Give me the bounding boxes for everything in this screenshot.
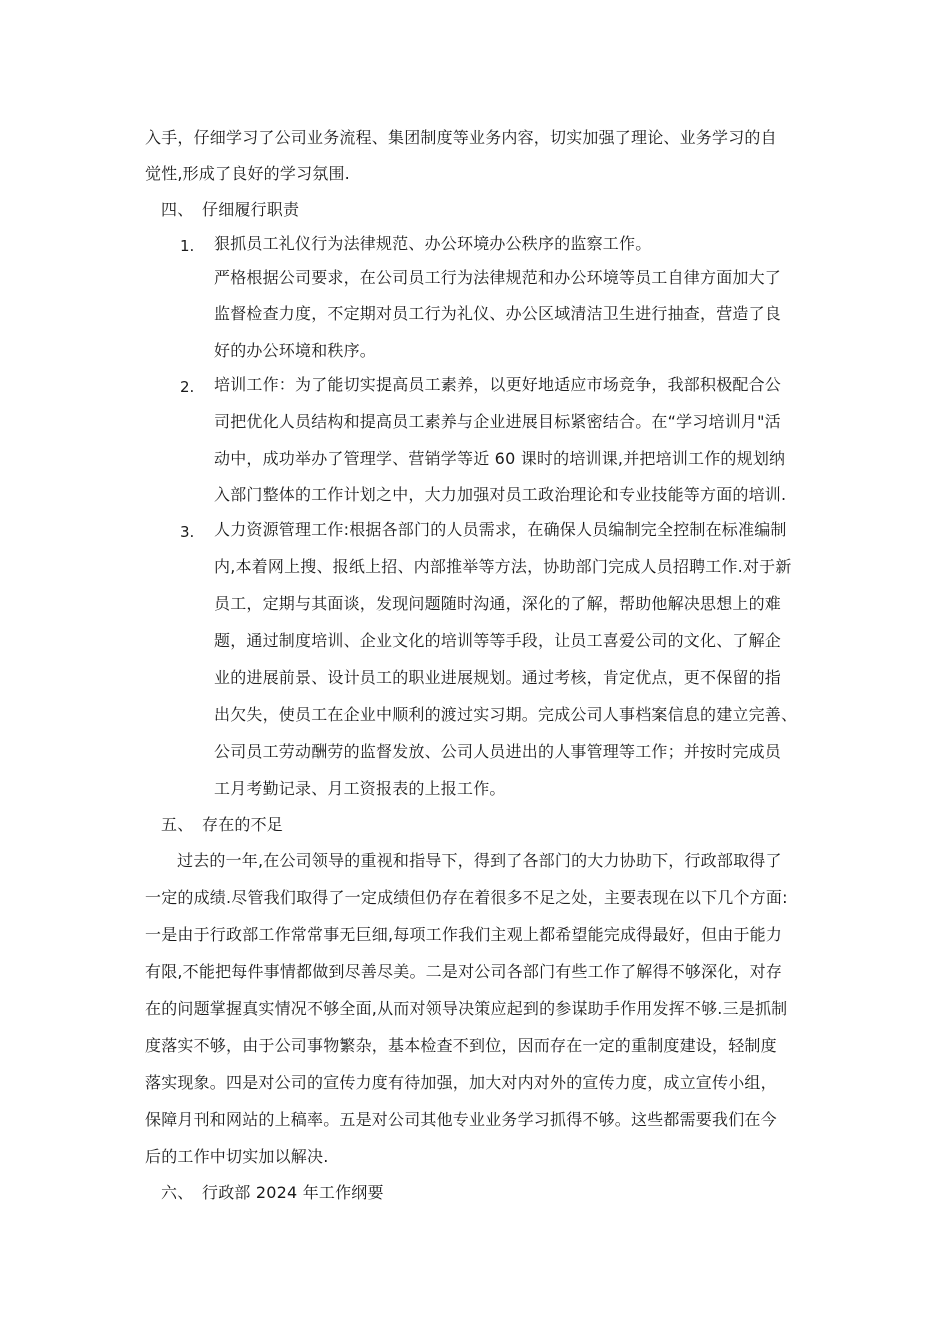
list-item-line: 内,本着网上搜、报纸上招、内部推举等方法，协助部门完成人员招聘工作.对于新: [214, 557, 792, 576]
paragraph-line: 觉性,形成了良好的学习氛围.: [145, 164, 350, 183]
list-item-line: 公司员工劳动酬劳的监督发放、公司人员进出的人事管理等工作；并按时完成员: [214, 742, 782, 761]
paragraph-line: 过去的一年,在公司领导的重视和指导下，得到了各部门的大力协助下，行政部取得了: [177, 851, 782, 870]
paragraph-line: 入手，仔细学习了公司业务流程、集团制度等业务内容，切实加强了理论、业务学习的自: [145, 128, 777, 147]
list-item-line: 培训工作：为了能切实提高员工素养，以更好地适应市场竞争，我部积极配合公: [214, 375, 782, 394]
list-item-line: 员工，定期与其面谈，发现问题随时沟通，深化的了解，帮助他解决思想上的难: [214, 594, 782, 613]
list-item-number: 1.: [180, 237, 195, 255]
list-item-line: 动中，成功举办了管理学、营销学等近 60 课时的培训课,并把培训工作的规划纳: [214, 449, 786, 468]
list-item-line: 监督检查力度，不定期对员工行为礼仪、办公区域清洁卫生进行抽查，营造了良: [214, 304, 782, 323]
section-heading-title: 仔细履行职责: [202, 200, 300, 219]
list-item-line: 入部门整体的工作计划之中，大力加强对员工政治理论和专业技能等方面的培训.: [214, 485, 787, 504]
paragraph-line: 一定的成绩.尽管我们取得了一定成绩但仍存在着很多不足之处，主要表现在以下几个方面:: [145, 888, 788, 907]
section-heading-number: 四、: [161, 200, 194, 219]
list-item-line: 人力资源管理工作:根据各部门的人员需求，在确保人员编制完全控制在标准编制: [214, 520, 787, 539]
paragraph-line: 在的问题掌握真实情况不够全面,从而对领导决策应起到的参谋助手作用发挥不够.三是抓制: [145, 999, 788, 1018]
list-item-line: 司把优化人员结构和提高员工素养与企业进展目标紧密结合。在“学习培训月"活: [214, 412, 781, 431]
list-item-line: 出欠失，使员工在企业中顺利的渡过实习期。完成公司人事档案信息的建立完善、: [214, 705, 798, 724]
list-item-number: 3.: [180, 523, 195, 541]
paragraph-line: 落实现象。四是对公司的宣传力度有待加强，加大对内对外的宣传力度，成立宣传小组，: [145, 1073, 777, 1092]
paragraph-line: 一是由于行政部工作常常事无巨细,每项工作我们主观上都希望能完成得最好，但由于能力: [145, 925, 783, 944]
paragraph-line: 保障月刊和网站的上稿率。五是对公司其他专业业务学习抓得不够。这些都需要我们在今: [145, 1110, 777, 1129]
list-item-line: 工月考勤记录、月工资报表的上报工作。: [214, 779, 506, 798]
list-item-line: 题，通过制度培训、企业文化的培训等等手段，让员工喜爱公司的文化、了解企: [214, 631, 782, 650]
section-heading-title: 存在的不足: [202, 815, 284, 834]
list-item-line: 好的办公环境和秩序。: [214, 341, 377, 360]
paragraph-line: 后的工作中切实加以解决.: [145, 1147, 329, 1166]
paragraph-line: 度落实不够，由于公司事物繁杂，基本检查不到位，因而存在一定的重制度建设，轻制度: [145, 1036, 777, 1055]
list-item-line: 严格根据公司要求，在公司员工行为法律规范和办公环境等员工自律方面加大了: [214, 268, 782, 287]
paragraph-line: 有限,不能把每件事情都做到尽善尽美。二是对公司各部门有些工作了解得不够深化，对存: [145, 962, 783, 981]
list-item-number: 2.: [180, 378, 195, 396]
section-heading-number: 五、: [161, 815, 194, 834]
list-item-line: 业的进展前景、设计员工的职业进展规划。通过考核，肯定优点，更不保留的指: [214, 668, 782, 687]
section-heading-number: 六、: [161, 1183, 194, 1202]
list-item-line: 狠抓员工礼仪行为法律规范、办公环境办公秩序的监察工作。: [214, 234, 652, 253]
section-heading-title: 行政部 2024 年工作纲要: [202, 1183, 384, 1202]
